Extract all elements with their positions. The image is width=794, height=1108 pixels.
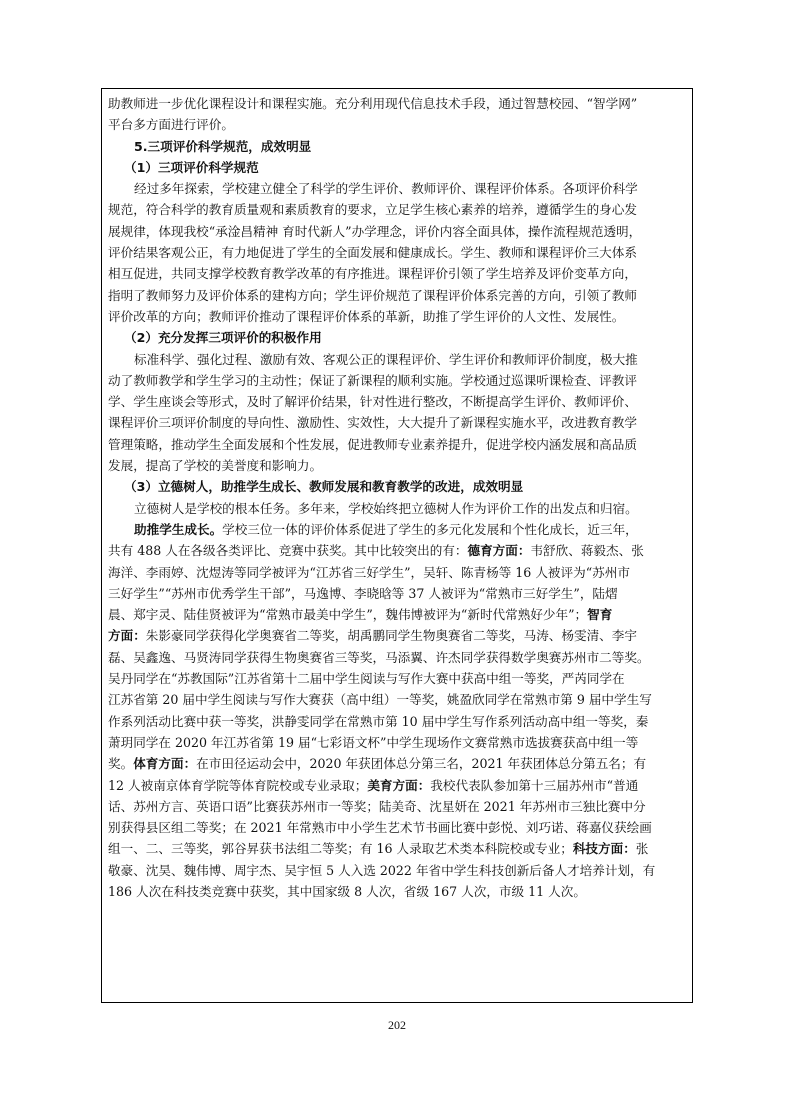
text-line: 发展，提高了学校的美誉度和影响力。 bbox=[108, 458, 323, 474]
text-line: 奖。体育方面：在市田径运动会中，2020 年获团体总分第三名，2021 年获团体总分第五名；有 bbox=[108, 756, 647, 772]
text-line: 评价结果客观公正，有力地促进了学生的全面发展和健康成长。学生、教师和课程评价三大体系 bbox=[108, 245, 637, 261]
subsection-heading: （1）三项评价科学规范 bbox=[124, 159, 259, 175]
text-line: 吴丹同学在“苏教国际”江苏省第十二届中学生阅读与写作大赛中获高中组一等奖，严芮同学在 bbox=[108, 671, 625, 687]
text-line: 组一、二、三等奖，郭谷昇获书法组二等奖；有 16 人录取艺术类本科院校或专业；科技方面：张 bbox=[108, 841, 649, 857]
text-line: 助教师进一步优化课程设计和课程实施。充分利用现代信息技术手段，通过智慧校园、“智学网” bbox=[108, 96, 638, 111]
text-line: 展规律，体现我校“承淦昌精神 育时代新人”办学理念，评价内容全面具体，操作流程规范透明， bbox=[108, 223, 642, 239]
text-line: 12 人被南京体育学院等体育院校或专业录取；美育方面：我校代表队参加第十三届苏州市“普通 bbox=[108, 777, 639, 793]
text-line: 共有 488 人在各级各类评比、竞赛中获奖。其中比较突出的有：德育方面：韦舒欣、蒋毅杰、张 bbox=[108, 543, 644, 559]
page-number: 202 bbox=[388, 1018, 406, 1032]
text-line: 课程评价三项评价制度的导向性、激励性、实效性，大大提升了新课程实施水平，改进教育教学 bbox=[108, 415, 637, 431]
text-line: 萧玥同学在 2020 年江苏省第 19 届“七彩语文杯”中学生现场作文赛常熟市选拔赛获高中组一等 bbox=[108, 734, 639, 750]
text-line: 磊、吴鑫逸、马贤涛同学获得生物奥赛省三等奖，马添翼、许杰同学获得数学奥赛苏州市二等奖。 bbox=[108, 649, 650, 665]
text-line: 经过多年探索，学校建立健全了科学的学生评价、教师评价、课程评价体系。各项评价科学 bbox=[134, 181, 638, 197]
text-line: 立德树人是学校的根本任务。多年来，学校始终把立德树人作为评价工作的出发点和归宿。 bbox=[134, 500, 638, 516]
subsection-heading: （2）充分发挥三项评价的积极作用 bbox=[124, 330, 322, 346]
text-line: 标准科学、强化过程、激励有效、客观公正的课程评价、学生评价和教师评价制度，极大推 bbox=[134, 351, 638, 367]
text-line: 评价改革的方向；教师评价推动了课程评价体系的革新，助推了学生评价的人文性、发展性。 bbox=[108, 308, 625, 324]
text-line: 相互促进，共同支撑学校教育教学改革的有序推进。课程评价引领了学生培养及评价变革方向， bbox=[108, 266, 637, 282]
text-line: 方面：朱影豪同学获得化学奥赛省二等奖，胡禹鹏同学生物奥赛省二等奖，马涛、杨雯清、李宇 bbox=[108, 628, 637, 644]
content-box bbox=[101, 88, 693, 1003]
text-line: 作系列活动比赛中获一等奖，洪静雯同学在常熟市第 10 届中学生写作系列活动高中组一等奖，秦 bbox=[108, 713, 649, 729]
text-line: 海洋、李雨婷、沈煜涛等同学被评为“江苏省三好学生”，吴轩、陈青杨等 16 人被评为“苏州市 bbox=[108, 564, 630, 580]
text-line: 别获得县区组二等奖；在 2021 年常熟市中小学生艺术节书画比赛中彭悦、刘巧诺、蒋嘉仪获绘画 bbox=[108, 820, 652, 836]
text-line: 动了教师教学和学生学习的主动性；保证了新课程的顺利实施。学校通过巡课听课检查、评教评 bbox=[108, 372, 637, 388]
section-heading: 5.三项评价科学规范，成效明显 bbox=[134, 138, 312, 154]
text-line: 平台多方面进行评价。 bbox=[108, 117, 234, 133]
text-line: 指明了教师努力及评价体系的建构方向；学生评价规范了课程评价体系完善的方向，引领了教师 bbox=[108, 287, 637, 303]
text-line: 晨、郑宇灵、陆佳贤被评为“常熟市最美中学生”，魏伟博被评为“新时代常熟好少年”；智育 bbox=[108, 607, 613, 623]
text-line: 助推学生成长。学校三位一体的评价体系促进了学生的多元化发展和个性化成长，近三年， bbox=[134, 521, 638, 537]
text-line: 江苏省第 20 届中学生阅读与写作大赛获（高中组）一等奖，姚盈欣同学在常熟市第 9 届中学生写 bbox=[108, 692, 652, 708]
subsection-heading: （3）立德树人，助推学生成长、教师发展和教育教学的改进，成效明显 bbox=[124, 479, 524, 495]
text-line: 规范，符合科学的教育质量观和素质教育的要求，立足学生核心素养的培养，遵循学生的身心发 bbox=[108, 202, 637, 218]
text-line: 管理策略，推动学生全面发展和个性发展，促进教师专业素养提升，促进学校内涵发展和高品质 bbox=[108, 436, 637, 452]
text-line: 话、苏州方言、英语口语”比赛获苏州市一等奖；陆美奇、沈星妍在 2021 年苏州市三独比赛中分 bbox=[108, 798, 646, 814]
text-line: 敬豪、沈昊、魏伟博、周宇杰、吴宇恒 5 人入选 2022 年省中学生科技创新后备人才培养计划，有 bbox=[108, 862, 656, 878]
text-line: 186 人次在科技类竞赛中获奖，其中国家级 8 人次，省级 167 人次，市级 11 人次。 bbox=[108, 883, 586, 899]
text-line: 三好学生”“苏州市优秀学生干部”，马逸博、李晓晗等 37 人被评为“常熟市三好学生”，陆熠 bbox=[108, 585, 618, 601]
text-line: 学、学生座谈会等形式，及时了解评价结果，针对性进行整改，不断提高学生评价、教师评价、 bbox=[108, 394, 637, 410]
